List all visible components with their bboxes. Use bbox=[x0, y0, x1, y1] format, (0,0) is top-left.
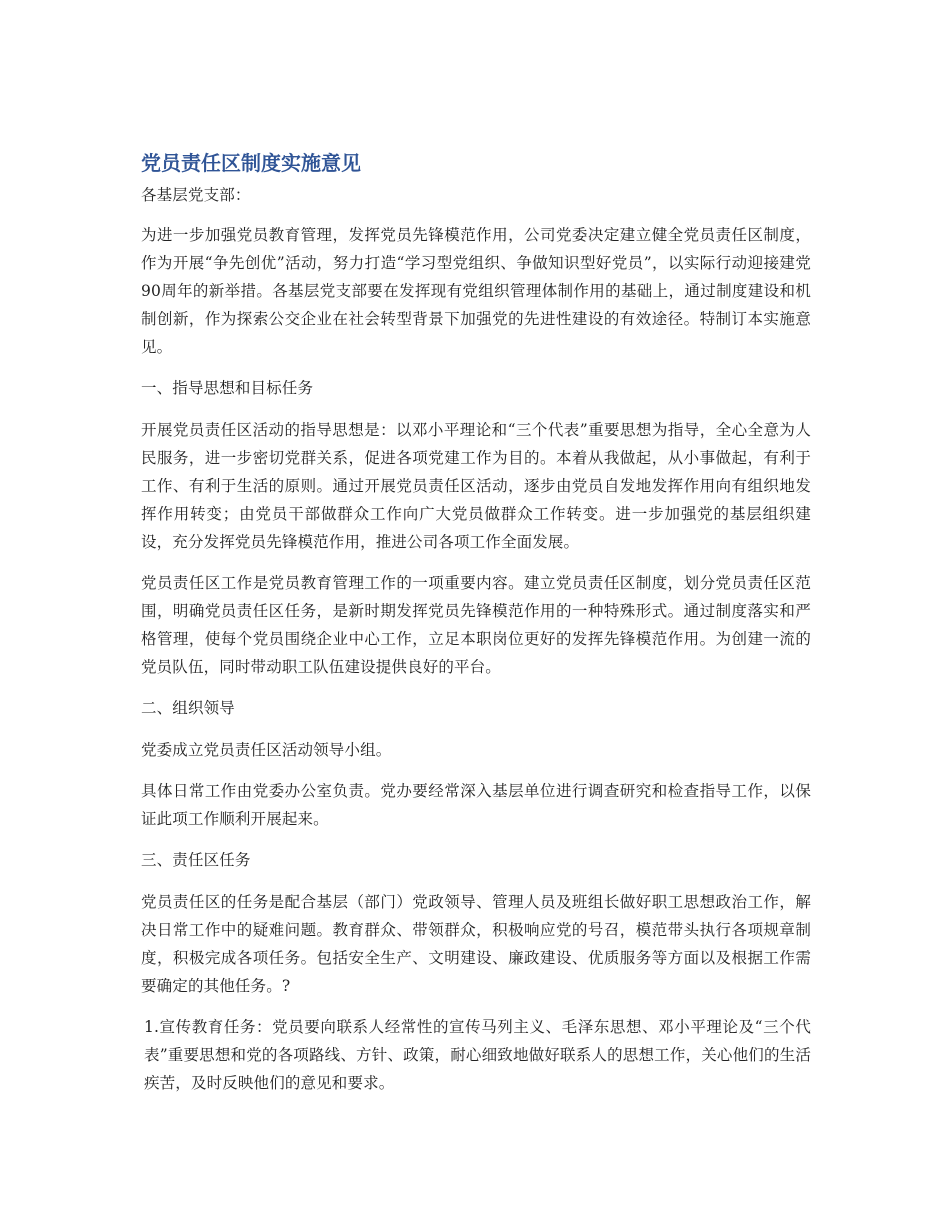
section3-paragraph-1: 党员责任区的任务是配合基层（部门）党政领导、管理人员及班组长做好职工思想政治工作，解决日常工作中的疑难问题。教育群众、带领群众，积极响应党的号召，模范带头执行各项规章制度，积极完成各项任务。包括安全生产、文明建设、廉政建设、优质服务等方面以及根据工作需要确定的其他任务。? bbox=[141, 893, 811, 995]
section1-paragraph-1: 开展党员责任区活动的指导思想是：以邓小平理论和“三个代表”重要思想为指导，全心全意为人民服务，进一步密切党群关系，促进各项党建工作为目的。本着从我做起，从小事做起，有利于工作、有利于生活的原则。通过开展党员责任区活动，逐步由党员自发地发挥作用向有组织地发挥作用转变；由党员干部做群众工作向广大党员做群众工作转变。进一步加强党的基层组织建设，充分发挥党员先锋模范作用，推进公司各项工作全面发展。 bbox=[141, 421, 811, 551]
document-page bbox=[141, 148, 811, 1110]
section2-paragraph-1: 党委成立党员责任区活动领导小组。 bbox=[141, 741, 392, 759]
salutation: 各基层党支部： bbox=[141, 186, 251, 204]
section2-paragraph-2: 具体日常工作由党委办公室负责。党办要经常深入基层单位进行调查研究和检查指导工作，以保证此项工作顺利开展起来。 bbox=[141, 782, 811, 828]
section-heading-organization: 二、组织领导 bbox=[141, 699, 235, 717]
document-title: 党员责任区制度实施意见 bbox=[141, 151, 361, 175]
section-heading-guiding-thought: 一、指导思想和目标任务 bbox=[141, 379, 314, 397]
section-heading-tasks: 三、责任区任务 bbox=[141, 851, 251, 869]
intro-paragraph: 为进一步加强党员教育管理，发挥党员先锋模范作用，公司党委决定建立健全党员责任区制度，作为开展“争先创优”活动，努力打造“学习型党组织、争做知识型好党员”，以实际行动迎接建党90周年的新举措。各基层党支部要在发挥现有党组织管理体制作用的基础上，通过制度建设和机制创新，作为探索公交企业在社会转型背景下加强党的先进性建设的有效途径。特制订本实施意见。 bbox=[141, 226, 811, 356]
section1-paragraph-2: 党员责任区工作是党员教育管理工作的一项重要内容。建立党员责任区制度，划分党员责任区范围，明确党员责任区任务，是新时期发挥党员先锋模范作用的一种特殊形式。通过制度落实和严格管理，使每个党员围绕企业中心工作，立足本职岗位更好的发挥先锋模范作用。为创建一流的党员队伍，同时带动职工队伍建设提供良好的平台。 bbox=[141, 574, 811, 676]
section3-list-item-1: 1.宣传教育任务：党员要向联系人经常性的宣传马列主义、毛泽东思想、邓小平理论及“三个代表”重要思想和党的各项路线、方针、政策，耐心细致地做好联系人的思想工作，关心他们的生活疾苦，及时反映他们的意见和要求。 bbox=[144, 1018, 811, 1092]
